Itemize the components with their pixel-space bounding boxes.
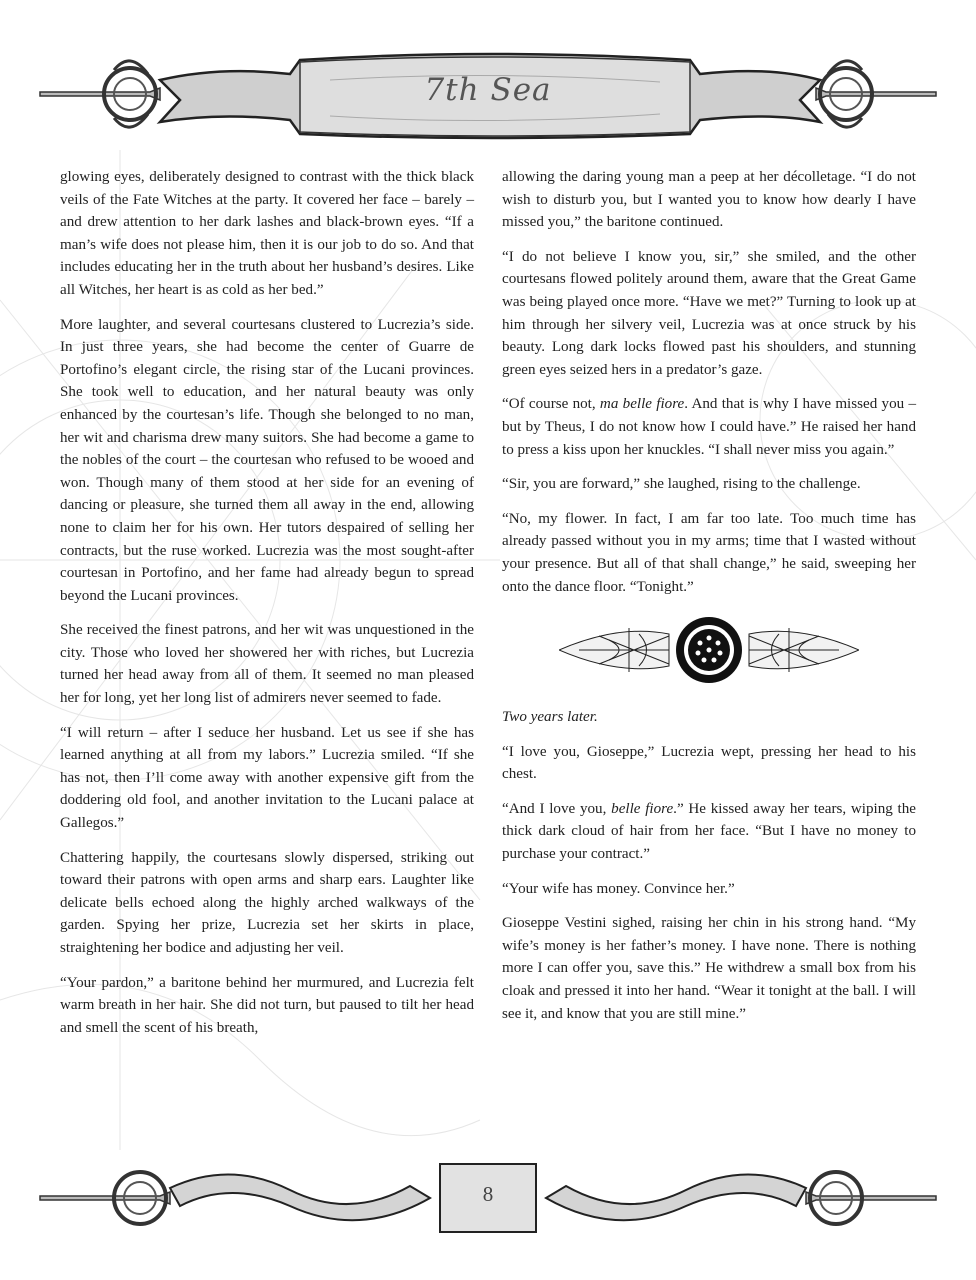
paragraph: “Your pardon,” a baritone behind her murmured, and Lucrezia felt warm breath in her hair. She did not turn, but paused to tilt her head and smell the scent of his breath,	[60, 974, 474, 1036]
paragraph: “No, my flower. In fact, I am far too late. Too much time has already passed without you in my arms; time that I wasted without your presence. But all of that shall change,” he said, sweeping her onto the dance floor. “Tonight.”	[502, 510, 916, 595]
paragraph: Gioseppe Vestini sighed, raising her chin in his strong hand. “My wife’s money is her father’s money. I have none. There is nothing more I can offer you, save this.” He withdrew a small box from his cloak and pressed it into her hand. “Wear it tonight at the ball. I will see it, and know that you are still mine.”	[502, 915, 916, 1022]
left-column	[60, 166, 474, 1051]
paragraph: “I will return – after I seduce her husband. Let us see if she has learned anything at all from my labors.” Lucrezia smiled. “If she has not, then I’ll come away with another expensive gift from the doddering old fool, and another invitation to the Lucani palace at Gallegos.”	[60, 724, 474, 832]
paragraph: allowing the daring young man a peep at her décolletage. “I do not wish to disturb you, but I wanted you to know how dearly I have missed you,” the baritone continued.	[502, 169, 916, 231]
paragraph: “Of course not, ma belle fiore. And that is why I have missed you – but by Theus, I do not know how I could have.” He raised her hand to press a kiss upon her knuckles. “I shall never miss you again.”	[502, 396, 916, 458]
italic-phrase: ma belle fiore	[599, 396, 685, 413]
page-title: 7th Sea	[424, 72, 552, 108]
paragraph: “I do not believe I know you, sir,” she smiled, and the other courtesans flowed politely around them, aware that the Great Game was being played once more. “Have we met?” Turning to look up at him through her silvery veil, Lucrezia was at once struck by his beauty. Long dark locks flowed past his shoulders, and stunning green eyes seized hers in a predator’s gaze.	[502, 248, 916, 378]
paragraph: “I love you, Gioseppe,” Lucrezia wept, pressing her head to his chest.	[502, 743, 916, 783]
paragraph: glowing eyes, deliberately designed to contrast with the thick black veils of the Fate Witches at the party. It covered her face – barely – and drew attention to her dark lashes and black-brown eyes. “If a man’s wife does not please him, then it is our job to do so. And that includes educating her in the truth about her husband’s desires. Like all Witches, her heart is as cold as her bed.”	[60, 169, 474, 298]
paragraph-italic: Two years later.	[502, 709, 598, 726]
paragraph: More laughter, and several courtesans clustered to Lucrezia’s side. In just three years, she had become the center of Guarre de Portofino’s elegant circle, the rising star of the Lucani provinces. She took well to education, and her natural beauty was only enhanced by the courtesan’s life. Though she belonged to no man, her wit and charisma drew many suitors. She had become a game to the nobles of the court – the courtesan who refused to be wooed and won. Though many of them stood at her side for an evening of dancing or pleasure, she turned them all away in the end, allowing none to claim her for his own. Her tutors despaired of selling her contracts, but the ruse worked. Lucrezia was the most sought-after courtesan in Portofino, and her fame had already begun to spread beyond the Lucani provinces.	[60, 316, 474, 604]
right-column	[502, 166, 916, 1037]
spiderweb-divider-icon	[559, 614, 859, 686]
paragraph: “Sir, you are forward,” she laughed, rising to the challenge.	[502, 476, 861, 493]
paragraph: She received the finest patrons, and her wit was unquestioned in the city. Those who loved her showered her with riches, but Lucrezia turned her head away from all of them. It seemed no man pleased her for long, yet her long list of admirers never seemed to fade.	[60, 622, 474, 707]
page-number: 8	[482, 1182, 494, 1206]
paragraph: “Your wife has money. Convince her.”	[502, 880, 735, 897]
paragraph: “And I love you, belle fiore.” He kissed away her tears, wiping the thick dark cloud of hair from her face. “But I have no money to purchase your contract.”	[502, 800, 916, 863]
paragraph: Chattering happily, the courtesans slowly dispersed, striking out toward their patrons with open arms and sharp ears. Laughter like delicate bells echoed along the highly arched walkways of the garden. Spying her prize, Lucrezia set her skirts in place, straightening her bodice and adjusting her veil.	[60, 849, 474, 956]
italic-phrase: belle fiore	[611, 800, 674, 817]
